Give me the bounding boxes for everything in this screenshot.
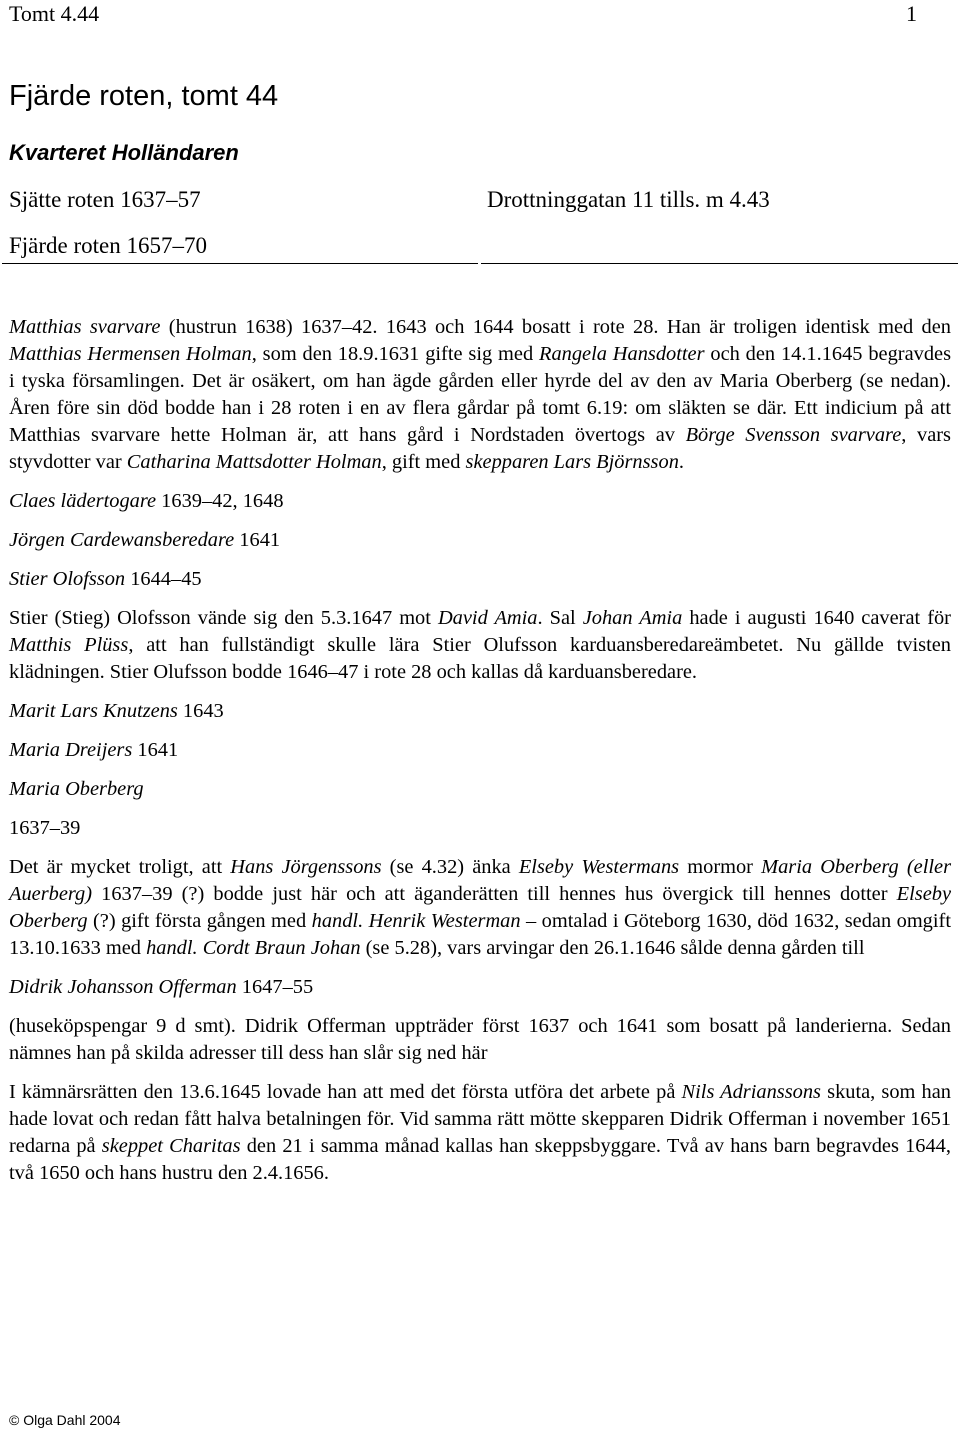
text-run: , gift med bbox=[381, 451, 466, 473]
paragraph-jorgen bbox=[9, 527, 951, 554]
rote-line-2: Fjärde roten 1657–70 bbox=[9, 233, 208, 258]
text-run: 1637–39 (?) bodde just här och att äganderätten till hennes hus övergick till hennes dotter bbox=[92, 883, 897, 905]
person-name: Johan Amia bbox=[582, 607, 683, 629]
person-name: Maria Oberberg (eller Auerberg) bbox=[9, 856, 952, 905]
person-name: Elseby Oberberg bbox=[9, 883, 951, 932]
paragraph-hans bbox=[9, 854, 951, 962]
person-name: Elseby Westermans bbox=[518, 856, 680, 878]
document-body bbox=[9, 314, 951, 1199]
text-run: (?) gift första gången med bbox=[87, 910, 312, 932]
person-name: Nils Adrianssons bbox=[681, 1081, 821, 1103]
text-run: 1643 bbox=[177, 700, 224, 722]
paragraph-stier-heading bbox=[9, 566, 951, 593]
text-run: , som den 18.9.1631 gifte sig med bbox=[251, 343, 539, 365]
page-subtitle: Kvarteret Holländaren bbox=[9, 140, 239, 165]
person-name: Didrik Johansson Offerman bbox=[9, 976, 237, 998]
paragraph-didrik-heading bbox=[9, 974, 951, 1001]
paragraph-marit bbox=[9, 698, 951, 725]
divider-left bbox=[2, 263, 478, 264]
text-run: 1641 bbox=[132, 739, 179, 761]
text-run: (hustrun 1638) 1637–42. 1643 och 1644 bosatt i rote 28. Han är troligen identisk med den bbox=[160, 316, 951, 338]
street-address: Drottninggatan 11 tills. m 4.43 bbox=[487, 187, 770, 212]
paragraph-maria-oberberg bbox=[9, 776, 951, 803]
page-number: 1 bbox=[906, 1, 917, 26]
person-name: Marit Lars Knutzens bbox=[9, 700, 178, 722]
text-run: Stier (Stieg) Olofsson vände sig den 5.3.1647 mot bbox=[9, 607, 438, 629]
text-run: mormor bbox=[679, 856, 762, 878]
text-run: I kämnärsrätten den 13.6.1645 lovade han att med det första utföra det arbete på bbox=[9, 1081, 682, 1103]
text-run: 1637–39 bbox=[9, 817, 81, 839]
text-run: 1644–45 bbox=[125, 568, 202, 590]
text-run: , att han fullständigt skulle lära Stier Olufsson karduansberedareämbetet. Nu gällde tvisten klädningen. Stier Olufsson bodde 1646–47 i rote 28 och kallas då karduansberedare. bbox=[9, 634, 951, 683]
text-run: hade i augusti 1640 caverat för bbox=[682, 607, 951, 629]
text-run: 1647–55 bbox=[236, 976, 314, 998]
text-run: 1641 bbox=[234, 529, 281, 551]
paragraph-stier bbox=[9, 605, 951, 686]
person-name: Stier Olofsson bbox=[9, 568, 126, 590]
text-run: Det är mycket troligt, att bbox=[9, 856, 231, 878]
page-title: Fjärde roten, tomt 44 bbox=[9, 80, 279, 112]
person-name: skepparen Lars Björnsson bbox=[465, 451, 679, 473]
person-name: handl. Henrik Westerman bbox=[311, 910, 521, 932]
paragraph-kamnarsratten bbox=[9, 1079, 951, 1187]
person-name: Hans Jörgenssons bbox=[230, 856, 382, 878]
paragraph-huskop bbox=[9, 1013, 951, 1067]
text-run: 1639–42, 1648 bbox=[156, 490, 284, 512]
running-header: Tomt 4.44 bbox=[9, 1, 100, 26]
person-name: Claes lädertogare bbox=[9, 490, 157, 512]
person-name: Matthias Hermensen Holman bbox=[9, 343, 252, 365]
text-run: . bbox=[678, 451, 684, 473]
divider-right bbox=[481, 263, 958, 264]
rote-line-1: Sjätte roten 1637–57 bbox=[9, 187, 201, 212]
person-name: handl. Cordt Braun Johan bbox=[146, 937, 361, 959]
paragraph-maria-dreijers bbox=[9, 737, 951, 764]
person-name: Börge Svensson svarvare bbox=[685, 424, 902, 446]
text-run: skuta, som han hade lovat och redan fått halva betalningen för. Vid samma rätt mötte skepparen Didrik Offerman i november 1651 redarna på bbox=[9, 1081, 951, 1157]
person-name: Maria Oberberg bbox=[9, 778, 144, 800]
paragraph-claes bbox=[9, 488, 951, 515]
person-name: Matthias svarvare bbox=[9, 316, 161, 338]
person-name: Jörgen Cardewansberedare bbox=[9, 529, 235, 551]
text-run: – omtalad i Göteborg 1630, död 1632, sedan omgift 13.10.1633 med bbox=[9, 910, 951, 959]
person-name: Matthis Plüss bbox=[9, 634, 129, 656]
text-run: den 21 i samma månad kallas han skeppsbyggare. Två av hans barn begravdes 1644, två 1650 och hans hustru den 2.4.1656. bbox=[9, 1135, 951, 1184]
person-name: Rangela Hansdotter bbox=[538, 343, 705, 365]
person-name: Maria Dreijers bbox=[9, 739, 133, 761]
text-run: (se 5.28), vars arvingar den 26.1.1646 sålde denna gården till bbox=[360, 937, 865, 959]
person-name: Catharina Mattsdotter Holman bbox=[126, 451, 382, 473]
paragraph-years bbox=[9, 815, 951, 842]
copyright-footer: © Olga Dahl 2004 bbox=[9, 1412, 121, 1428]
text-run: (huseköpspengar 9 d smt). Didrik Offerman uppträder först 1637 och 1641 som bosatt på landerierna. Sedan nämnes han på skilda adresser till dess han slår sig ned här bbox=[9, 1015, 951, 1064]
text-run: . Sal bbox=[537, 607, 583, 629]
person-name: David Amia bbox=[437, 607, 538, 629]
ship-name: skeppet Charitas bbox=[101, 1135, 241, 1157]
paragraph-matthias bbox=[9, 314, 951, 476]
text-run: och den 14.1.1645 begravdes i tyska församlingen. Det är osäkert, om han ägde gården eller hyrde del av den av Maria Oberberg (se nedan). Åren före sin död bodde han i 28 roten i en av flera gårdar på tomt 6.19: om släkten se där. Ett indicium på att Matthias svarvare hette Holman är, att hans gård i Nordstaden övertogs av bbox=[9, 343, 952, 446]
text-run: (se 4.32) änka bbox=[381, 856, 519, 878]
text-run: , vars styvdotter var bbox=[9, 424, 951, 473]
